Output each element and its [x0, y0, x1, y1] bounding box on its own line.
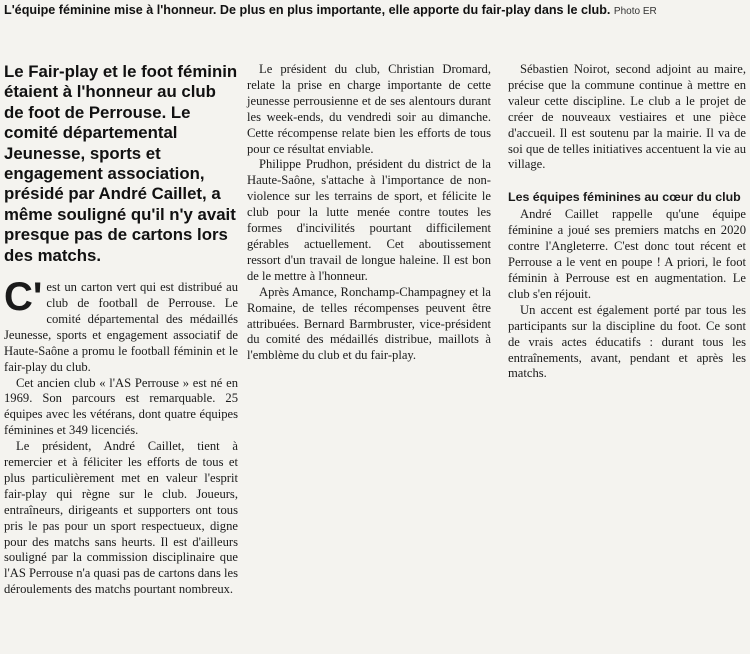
section-subheading: Les équipes féminines au cœur du club	[508, 190, 741, 205]
article-paragraph-5: Philippe Prudhon, président du district de la Haute-Saône, s'attache à l'importance de non-violence sur les terrains de sport, et félicite le club pour la lutte menée contre toutes les formes d'incivilités pourtant difficilement gérables actuellement. Cet aboutissement ressort d'un travail de longue haleine. Il est bon de le mettre à l'honneur.	[247, 157, 491, 283]
article-paragraph-2: Cet ancien club « l'AS Perrouse » est né en 1969. Son parcours est remarquable. 25 équipes avec les vétérans, dont quatre équipes féminines et 349 licenciés.	[4, 375, 238, 438]
column-2	[247, 62, 491, 364]
column-1	[4, 62, 238, 598]
article-paragraph-7: Sébastien Noirot, second adjoint au maire, précise que la commune continue à mettre en valeur cette discipline. Le club a le projet de créer de nouveaux vestiaires et une pièce d'accueil. Il est soutenu par la mairie. Il va de soi que de telles initiatives accentuent la vie au village.	[508, 62, 746, 172]
drop-cap: C'	[4, 275, 43, 320]
column-3	[508, 62, 746, 382]
photo-caption	[4, 2, 744, 20]
article-lead: Le Fair-play et le foot féminin étaient à l'honneur au club de foot de Perrouse. Le comité départemental Jeunesse, sports et engagement association, présidé par André Caillet, a même souligné qu'il n'y avait presque pas de cartons lors des matchs.	[4, 62, 238, 265]
caption-text: L'équipe féminine mise à l'honneur. De plus en plus importante, elle apporte du fair-play dans le club.	[4, 3, 611, 17]
article-paragraph-1	[4, 275, 238, 375]
photo-credit: Photo ER	[613, 6, 657, 17]
article-paragraph-8: André Caillet rappelle qu'une équipe féminine a joué ses premiers matchs en 2020 contre l'Angleterre. C'est donc tout récent et Perrouse a le vent en poupe ! A priori, le foot féminin à Perrouse est en augmentation. Le club s'en réjouit.	[508, 207, 746, 301]
paragraph-1-text: est un carton vert qui est distribué au club de football de Perrouse. Le comité départemental des médaillés Jeunesse, sports et engagement associatif de Haute-Saône a promu le football féminin et le fair-play du club.	[4, 280, 238, 374]
article-paragraph-6: Après Amance, Ronchamp-Champagney et la Romaine, de telles récompenses peuvent être attribuées. Bernard Barmbruster, vice-président du comité des médaillés distribue, maillots à l'emblème du club et du fair-play.	[247, 284, 491, 363]
article-paragraph-9: Un accent est également porté par tous les participants sur la discipline du foot. Ce sont de vrais actes éducatifs : durant tous les entraînements, avant, pendant et après les matchs.	[508, 302, 746, 381]
article-paragraph-4: Le président du club, Christian Dromard, relate la prise en charge importante de cette jeunesse perrousienne et de ses alentours durant les week-ends, du vendredi soir au dimanche. Cette récompense relate bien les efforts de tous pour ce résultat enviable.	[247, 62, 491, 156]
article-paragraph-3: Le président, André Caillet, tient à remercier et à féliciter les efforts de tous et plus particulièrement met en valeur l'esprit fair-play qui règne sur le club. Joueurs, entraîneurs, dirigeants et supporters ont tous pris le pas pour un sport respectueux, digne pour des matchs sans heurts. Il est d'ailleurs souligné par la commission disciplinaire que l'AS Perrouse n'a quasi pas de cartons dans les déroulements des matchs pourtant nombreux.	[4, 439, 238, 597]
